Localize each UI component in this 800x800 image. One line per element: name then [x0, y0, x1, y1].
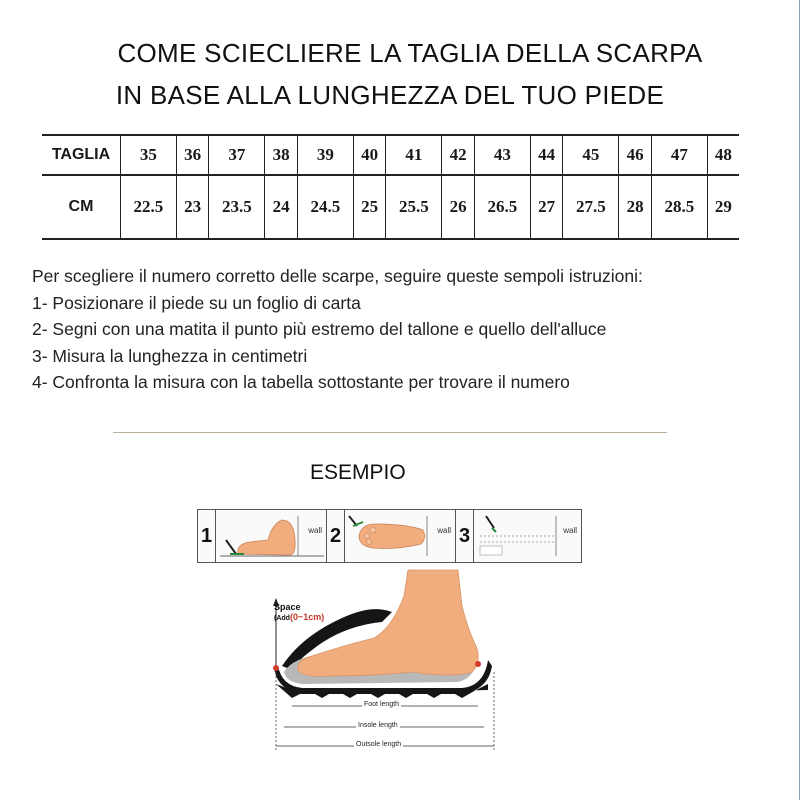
step-number-1: 1 — [198, 510, 216, 562]
cm-cell: 22.5 — [121, 175, 177, 239]
size-cell: 43 — [474, 135, 530, 175]
cm-cell: 26 — [442, 175, 475, 239]
step-panel-2 — [326, 509, 456, 563]
size-cell: 45 — [563, 135, 619, 175]
wall-label-1: wall — [308, 526, 322, 535]
instructions-intro: Per scegliere il numero corretto delle scarpe, seguire queste sempoli istruzioni: — [32, 266, 643, 286]
cm-cell: 23.5 — [209, 175, 265, 239]
size-cell: 42 — [442, 135, 475, 175]
ruler-measure-icon — [456, 510, 581, 562]
wall-label-2: wall — [437, 526, 451, 535]
size-cell: 37 — [209, 135, 265, 175]
space-range-text: (0~1cm) — [289, 612, 325, 622]
cm-row — [42, 175, 739, 239]
step-panel-1 — [197, 509, 327, 563]
cm-cell: 24.5 — [297, 175, 353, 239]
size-cell: 36 — [176, 135, 209, 175]
heel-marker — [475, 661, 481, 667]
instruction-step-3: 3- Misura la lunghezza in centimetri — [32, 345, 308, 366]
size-cell: 44 — [530, 135, 563, 175]
instructions — [32, 263, 643, 396]
instruction-step-1: 1- Posizionare il piede su un foglio di carta — [32, 292, 361, 313]
step-number-2: 2 — [327, 510, 345, 562]
size-cell: 41 — [386, 135, 442, 175]
foot-length-label: Foot length — [364, 701, 400, 708]
space-add-text: (Add — [274, 615, 290, 622]
cm-cell: 26.5 — [474, 175, 530, 239]
row-label-cm: CM — [42, 175, 121, 239]
example-heading: ESEMPIO — [310, 461, 406, 484]
cm-cell: 25 — [353, 175, 386, 239]
size-row — [42, 135, 739, 175]
step-panel-3 — [455, 509, 582, 563]
wall-label-3: wall — [563, 526, 577, 535]
cm-cell: 25.5 — [386, 175, 442, 239]
outsole-length-label: Outsole length — [356, 741, 402, 748]
foot — [298, 570, 478, 676]
cm-cell: 28 — [619, 175, 652, 239]
row-label-taglia: TAGLIA — [42, 135, 121, 175]
cm-cell: 27 — [530, 175, 563, 239]
foot-side-icon — [198, 510, 326, 562]
cm-cell: 23 — [176, 175, 209, 239]
title-line-2: IN BASE ALLA LUNGHEZZA DEL TUO PIEDE — [115, 80, 665, 110]
size-table — [42, 134, 739, 240]
size-cell: 46 — [619, 135, 652, 175]
size-cell: 40 — [353, 135, 386, 175]
size-cell: 38 — [265, 135, 298, 175]
cm-cell: 29 — [707, 175, 739, 239]
cm-cell: 27.5 — [563, 175, 619, 239]
shoe-fit-diagram — [262, 566, 522, 766]
cm-cell: 28.5 — [651, 175, 707, 239]
insole-length-label: Insole length — [358, 722, 398, 729]
size-cell: 35 — [121, 135, 177, 175]
instruction-step-4: 4- Confronta la misura con la tabella sottostante per trovare il numero — [32, 372, 570, 392]
toe-marker — [273, 665, 279, 671]
title-line-1: COME SCIECLIERE LA TAGLIA DELLA SCARPA — [117, 38, 703, 68]
foot-top-icon — [327, 510, 455, 562]
cm-cell: 24 — [265, 175, 298, 239]
space-label-text: Space — [274, 602, 301, 612]
size-cell: 47 — [651, 135, 707, 175]
space-label — [274, 602, 324, 624]
step-number-3: 3 — [456, 510, 474, 562]
size-cell: 39 — [297, 135, 353, 175]
size-cell: 48 — [707, 135, 739, 175]
divider — [113, 432, 667, 433]
instruction-step-2: 2- Segni con una matita il punto più estremo del tallone e quello dell'alluce — [32, 319, 607, 339]
